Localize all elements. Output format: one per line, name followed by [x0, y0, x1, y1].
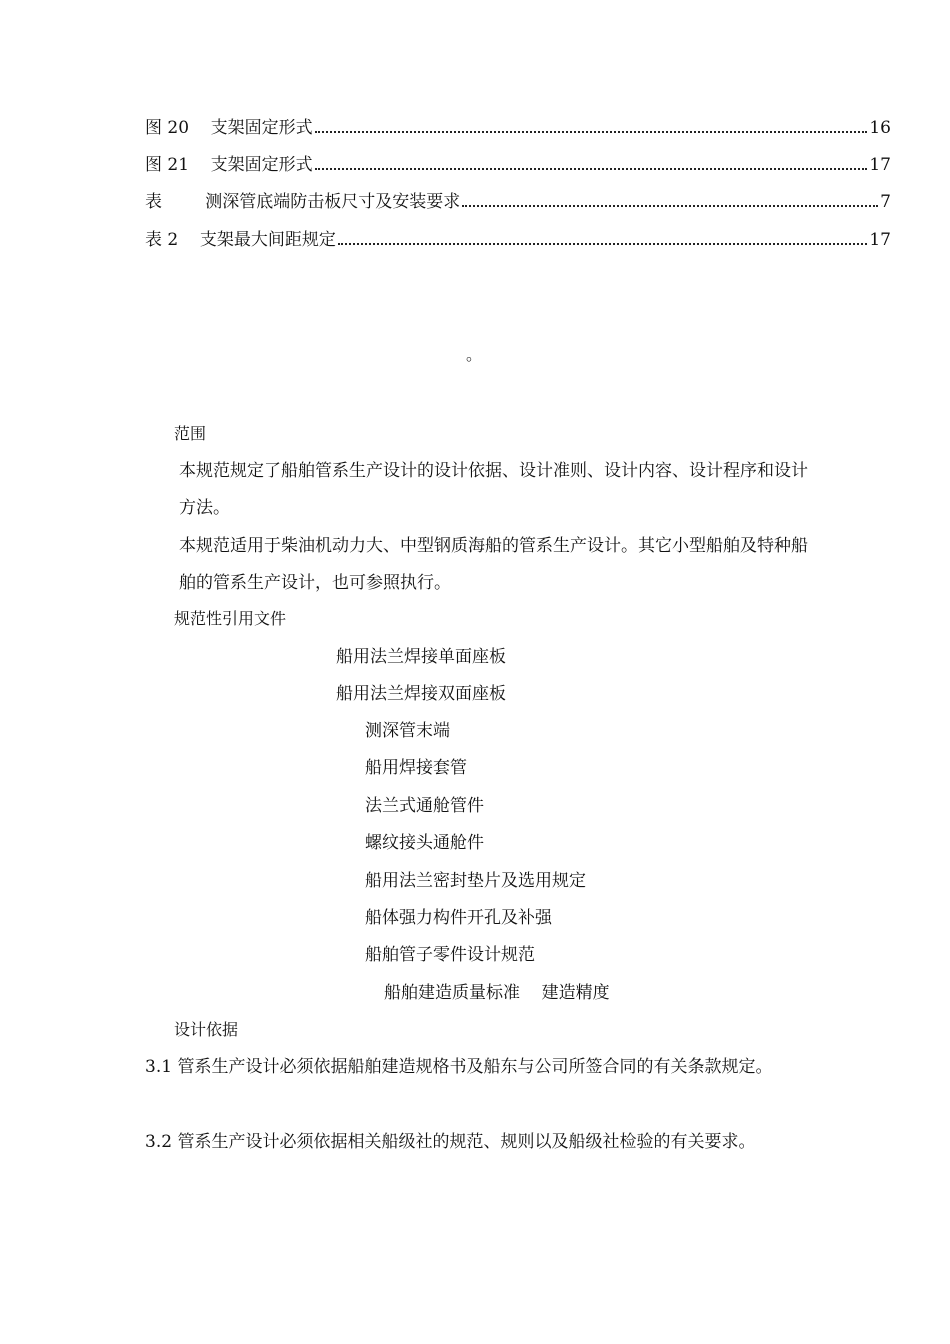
reference-item: 法兰式通舱管件 — [365, 796, 484, 816]
scope-paragraph-2 — [145, 528, 810, 602]
toc-entry-page: 17 — [869, 155, 891, 175]
toc-entry[interactable] — [145, 227, 891, 251]
toc-leader-dots — [338, 243, 868, 245]
reference-item: 船用焊接套管 — [365, 758, 467, 778]
section-heading-references: 规范性引用文件 — [174, 609, 287, 628]
toc-entry-label: 图 21 支架固定形式 — [145, 155, 313, 175]
reference-item: 船体强力构件开孔及补强 — [365, 908, 552, 928]
toc-entry-page: 16 — [869, 118, 891, 138]
reference-item: 船舶建造质量标准 建造精度 — [384, 983, 610, 1003]
reference-item: 船用法兰焊接双面座板 — [336, 684, 506, 704]
toc-entry[interactable] — [145, 115, 891, 139]
toc-entry-page: 7 — [880, 192, 891, 212]
scope-paragraph-1 — [145, 453, 810, 527]
reference-item: 船舶管子零件设计规范 — [365, 945, 535, 965]
toc-entry-page: 17 — [869, 230, 891, 250]
reference-item: 船用法兰焊接单面座板 — [336, 647, 506, 667]
toc-entry[interactable] — [145, 152, 891, 176]
basis-clause-3-2: 3.2 管系生产设计必须依据相关船级社的规范、规则以及船级社检验的有关要求。 — [145, 1132, 756, 1152]
scope-paragraph-2-text: 本规范适用于柴油机动力大、中型钢质海船的管系生产设计。其它小型船舶及特种船舶的管系生产设计，也可参照执行。 — [179, 536, 808, 593]
toc-entry-label: 表 2 支架最大间距规定 — [145, 230, 336, 250]
center-mark: 。 — [466, 345, 483, 364]
toc-leader-dots — [315, 131, 868, 133]
section-heading-scope: 范围 — [174, 424, 207, 443]
reference-item: 船用法兰密封垫片及选用规定 — [365, 871, 586, 891]
toc-entry[interactable] — [145, 189, 891, 213]
toc-entry-label: 图 20 支架固定形式 — [145, 118, 313, 138]
toc-entry-label: 表 测深管底端防击板尺寸及安装要求 — [145, 192, 461, 212]
scope-paragraph-1-text: 本规范规定了船舶管系生产设计的设计依据、设计准则、设计内容、设计程序和设计方法。 — [179, 461, 808, 518]
toc-leader-dots — [462, 205, 878, 207]
reference-item: 螺纹接头通舱件 — [365, 833, 484, 853]
toc-leader-dots — [315, 168, 868, 170]
reference-item: 测深管末端 — [365, 721, 450, 741]
section-heading-basis: 设计依据 — [174, 1020, 239, 1039]
basis-clause-3-1: 3.1 管系生产设计必须依据船舶建造规格书及船东与公司所签合同的有关条款规定。 — [145, 1057, 773, 1077]
